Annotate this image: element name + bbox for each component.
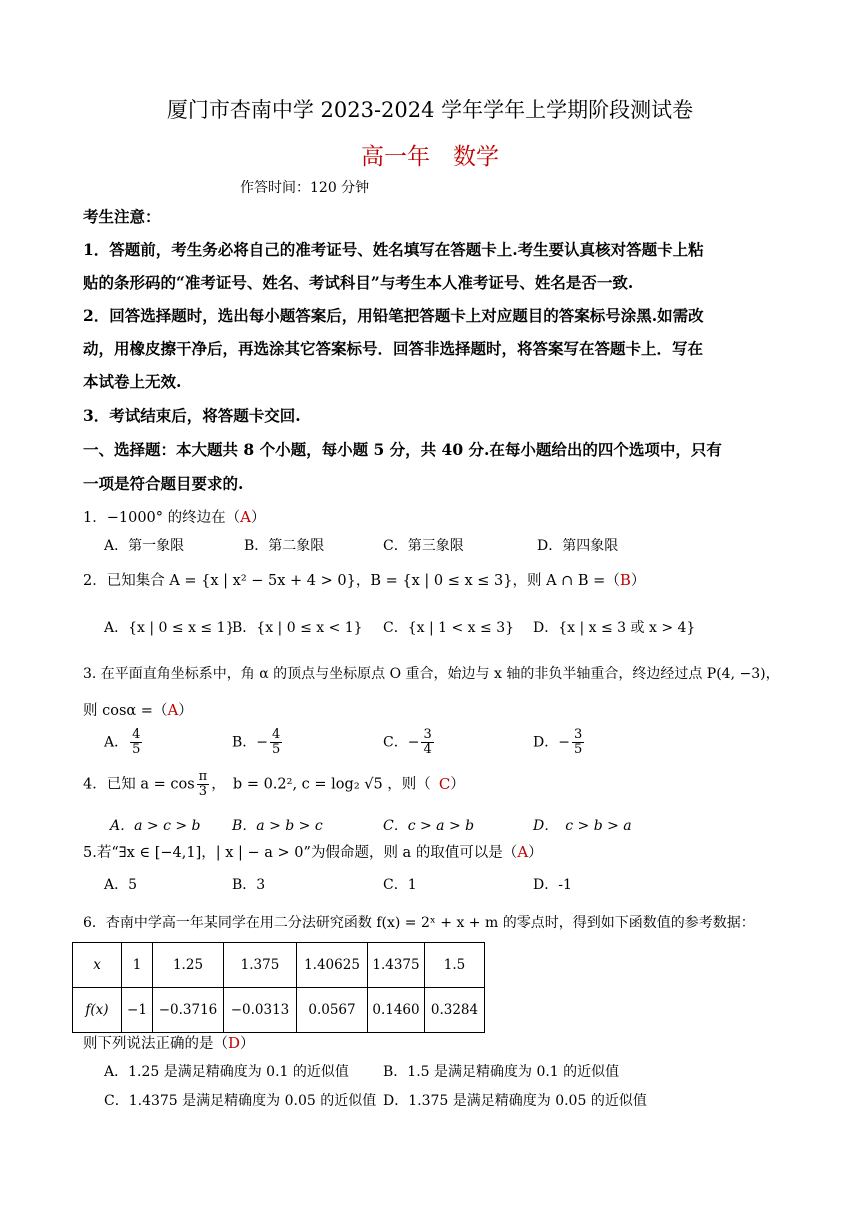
question-3-stem-2 <box>83 699 193 720</box>
table-row <box>73 943 485 988</box>
q6-option-b: B．1.5 是满足精确度为 0.1 的近似值 <box>383 1064 620 1080</box>
q5-option-a: A．5 <box>104 877 138 893</box>
question-6-answer: D <box>228 1034 241 1052</box>
table-cell: 1.4375 <box>368 943 425 988</box>
question-2-answer: B <box>619 571 631 589</box>
table-cell: 1.5 <box>425 943 485 988</box>
question-1-answer: A <box>240 508 251 526</box>
q5-option-d: D．-1 <box>533 877 572 893</box>
q1-option-d: D．第四象限 <box>537 538 619 554</box>
question-4-stem-a: 4．已知 a = cos <box>83 776 195 793</box>
q2-option-c: C．{x | 1 < x ≤ 3} <box>383 620 515 636</box>
question-6-after-text: 则下列说法正确的是（ <box>83 1036 228 1052</box>
q6-option-c: C．1.4375 是满足精确度为 0.05 的近似值 <box>104 1093 377 1109</box>
table-cell: 0.3284 <box>425 988 485 1033</box>
q4-option-d: D． c > b > a <box>533 818 632 834</box>
table-cell: 0.1460 <box>368 988 425 1033</box>
exam-subtitle: 高一年 数学 <box>361 144 499 170</box>
q2-option-b: B．{x | 0 ≤ x < 1} <box>232 620 363 636</box>
section-line-2: 一项是符合题目要求的. <box>83 474 244 493</box>
question-6-stem: 6．杏南中学高一年某同学在用二分法研究函数 f(x) = 2ˣ + x + m 的零点时，得到如下函数值的参考数据： <box>83 915 755 931</box>
exam-title: 厦门市杏南中学 2023-2024 学年学年上学期阶段测试卷 <box>166 98 694 122</box>
q1-option-a: A．第一象限 <box>104 538 185 554</box>
table-cell: −1 <box>122 988 153 1033</box>
question-5-close: ） <box>528 845 543 861</box>
question-5-stem: 5.若“∃x ∈ [−4,1]，| x | − a > 0”为假命题，则 a 的取值可以是（ <box>83 845 518 861</box>
table-cell: 1.25 <box>153 943 224 988</box>
q6-option-a: A．1.25 是满足精确度为 0.1 的近似值 <box>104 1064 349 1080</box>
value-table <box>72 942 485 1033</box>
q5-option-b: B．3 <box>232 877 266 893</box>
q5-option-c: C．1 <box>383 877 417 893</box>
table-cell: f(x) <box>73 988 122 1033</box>
q4-option-a: A．a > c > b <box>110 818 201 834</box>
question-3-stem: 3. 在平面直角坐标系中，角 α 的顶点与坐标原点 O 重合，始边与 x 轴的非负半轴重合，终边经过点 P(4, −3)， <box>83 666 780 682</box>
section-line-1: 一、选择题：本大题共 8 个小题，每小题 5 分，共 40 分.在每小题给出的四个选项中，只有 <box>83 440 722 459</box>
q3-option-c: C．− $\frac{3}{4}$ <box>383 727 432 757</box>
question-2-close: ） <box>630 573 646 589</box>
question-3-close: ） <box>178 703 193 719</box>
notice-line-2: 贴的条形码的“准考证号、姓名、考试科目”与考生本人准考证号、姓名是否一致. <box>83 273 634 292</box>
table-cell: −0.3716 <box>153 988 224 1033</box>
question-3-stem-b: 则 cosα =（ <box>83 703 168 719</box>
question-4: 4．已知 a = cos $\frac{\pi}{3}$ ， b = 0.2², c = log₂ √5 ，则（ C） <box>83 769 465 799</box>
question-6-close: ） <box>240 1036 255 1052</box>
q6-option-d: D．1.375 是满足精确度为 0.05 的近似值 <box>383 1093 647 1109</box>
table-cell: x <box>73 943 122 988</box>
question-2-stem: 2．已知集合 A = {x | x² − 5x + 4 > 0}，B = {x | 0 ≤ x ≤ 3}，则 A ∩ B =（ <box>83 573 620 589</box>
question-6-after <box>83 1032 255 1053</box>
question-3-answer: A <box>167 701 179 719</box>
q1-option-c: C．第三象限 <box>383 538 464 554</box>
question-5-answer: A <box>517 843 529 861</box>
q3-option-b: B．− $\frac{4}{5}$ <box>232 727 281 757</box>
table-row <box>73 988 485 1033</box>
q3-option-d: D．− $\frac{3}{5}$ <box>533 727 583 757</box>
notice-heading: 考生注意： <box>83 207 161 226</box>
q3-option-a: A． $\frac{4}{5}$ <box>104 727 141 757</box>
exam-time: 作答时间：120 分钟 <box>240 180 370 196</box>
notice-line-4: 动，用橡皮擦干净后，再选涂其它答案标号．回答非选择题时，将答案写在答题卡上．写在 <box>83 339 704 358</box>
question-5 <box>83 841 543 862</box>
question-2 <box>83 569 645 590</box>
table-cell: 1 <box>122 943 153 988</box>
q4-option-c: C．c > a > b <box>383 818 475 834</box>
notice-line-5: 本试卷上无效. <box>83 372 182 391</box>
question-1 <box>83 506 265 527</box>
q2-option-a: A．{x | 0 ≤ x ≤ 1} <box>104 620 235 636</box>
question-4-answer: C <box>438 774 451 793</box>
table-cell: 1.40625 <box>297 943 368 988</box>
q2-option-d: D．{x | x ≤ 3 或 x > 4} <box>533 620 696 636</box>
q4-option-b: B．a > b > c <box>232 818 323 834</box>
question-1-close: ） <box>250 510 266 526</box>
notice-line-3: 2．回答选择题时，选出每小题答案后，用铅笔把答题卡上对应题目的答案标号涂黑.如需改 <box>83 306 704 325</box>
q1-option-b: B．第二象限 <box>244 538 325 554</box>
question-1-stem: 1．−1000° 的终边在（ <box>83 510 241 526</box>
notice-line-1: 1．答题前，考生务必将自己的准考证号、姓名填写在答题卡上.考生要认真核对答题卡上粘 <box>83 240 704 259</box>
notice-line-6: 3．考试结束后，将答题卡交回. <box>83 406 301 425</box>
question-4-close: ） <box>450 776 465 793</box>
table-cell: 1.375 <box>224 943 297 988</box>
table-cell: −0.0313 <box>224 988 297 1033</box>
question-4-stem-b: ， b = 0.2², c = log₂ √5 ，则（ <box>211 776 431 793</box>
table-cell: 0.0567 <box>297 988 368 1033</box>
